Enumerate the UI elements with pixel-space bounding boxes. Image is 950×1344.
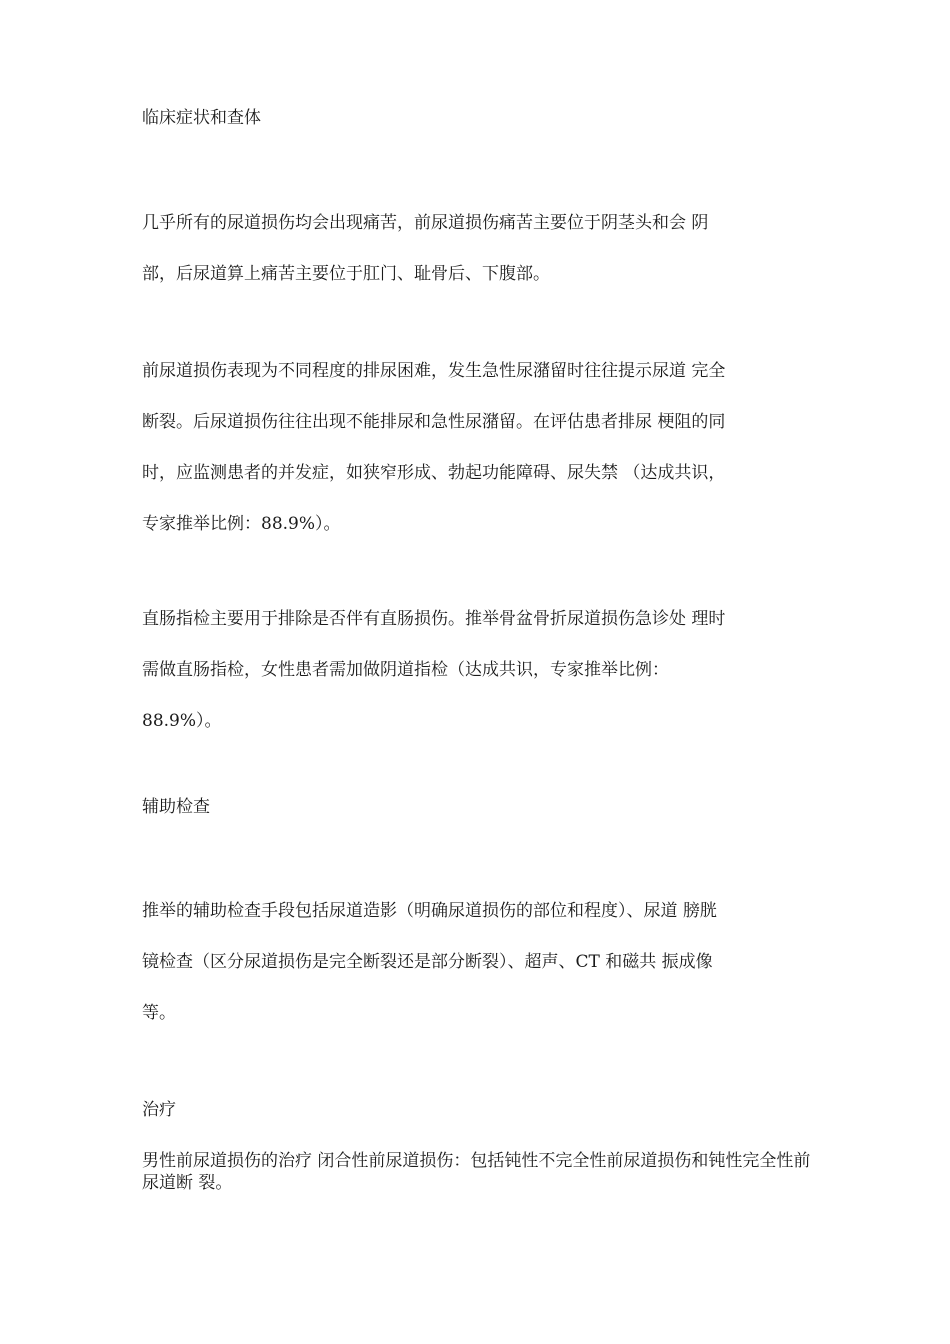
text-line: 时，应监测患者的并发症，如狭窄形成、勃起功能障碍、尿失禁 （达成共识， bbox=[142, 463, 726, 483]
heading-text: 辅助检查 bbox=[142, 797, 210, 817]
heading-symptoms bbox=[142, 105, 814, 131]
text-line: 推举的辅助检查手段包括尿道造影（明确尿道损伤的部位和程度）、尿道 膀胱 bbox=[142, 901, 717, 921]
heading-treatment bbox=[142, 1097, 814, 1123]
text-line: 专家推举比例：88.9%）。 bbox=[142, 514, 341, 534]
heading-auxiliary bbox=[142, 794, 814, 820]
paragraph-rectal-exam bbox=[142, 594, 814, 747]
text-line: 前尿道损伤表现为不同程度的排尿困难，发生急性尿潴留时往往提示尿道 完全 bbox=[142, 361, 726, 381]
text-line: 等。 bbox=[142, 1003, 176, 1023]
text-line: 直肠指检主要用于排除是否伴有直肠损伤。推举骨盆骨折尿道损伤急诊处 理时 bbox=[142, 609, 726, 629]
text-line: 断裂。后尿道损伤往往出现不能排尿和急性尿潴留。在评估患者排尿 梗阻的同 bbox=[142, 412, 726, 432]
text-line: 镜检查（区分尿道损伤是完全断裂还是部分断裂）、超声、CT 和磁共 振成像 bbox=[142, 952, 713, 972]
text-line: 部，后尿道算上痛苦主要位于肛门、耻骨后、下腹部。 bbox=[142, 264, 550, 284]
heading-text: 治疗 bbox=[142, 1100, 176, 1120]
paragraph-pain bbox=[142, 198, 814, 300]
text-line: 88.9%）。 bbox=[142, 711, 222, 731]
paragraph-urination bbox=[142, 346, 814, 550]
paragraph-treatment: 男性前尿道损伤的治疗 闭合性前尿道损伤：包括钝性不完全性前尿道损伤和钝性完全性前尿道断 裂。 bbox=[142, 1151, 811, 1193]
text-line: 需做直肠指检，女性患者需加做阴道指检（达成共识，专家推举比例： bbox=[142, 660, 669, 680]
text-line: 几乎所有的尿道损伤均会出现痛苦，前尿道损伤痛苦主要位于阴茎头和会 阴 bbox=[142, 213, 709, 233]
heading-text: 临床症状和查体 bbox=[142, 108, 261, 128]
paragraph-auxiliary-exams bbox=[142, 886, 814, 1039]
